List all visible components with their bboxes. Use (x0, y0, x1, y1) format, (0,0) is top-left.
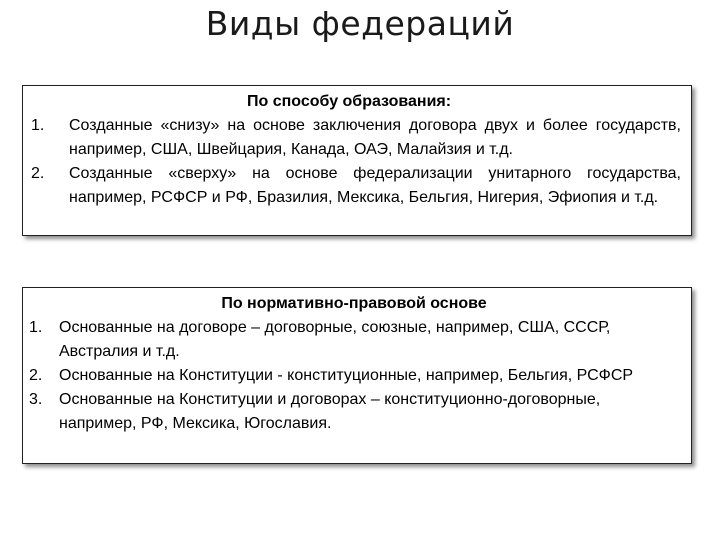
list-item (27, 114, 681, 162)
formation-method-heading: По способу образования: (247, 93, 452, 110)
slide-title: Виды федераций (205, 4, 515, 43)
list-item (27, 316, 681, 364)
list-item-text: Основанные на Конституции - конституционные, например, Бельгия, РСФСР (59, 367, 634, 384)
list-item-number: 1. (29, 319, 43, 336)
list-item-number: 1. (31, 117, 45, 134)
list-item-text: Созданные «снизу» на основе заключения договора двух и более государств, например, США, Швейцария, Канада, ОАЭ, Малайзия и т.д. (69, 117, 681, 158)
list-item-number: 3. (29, 391, 43, 408)
list-item (27, 388, 681, 436)
formation-method-box (22, 85, 692, 236)
list-item (27, 364, 681, 388)
legal-basis-box (22, 287, 692, 464)
list-item-number: 2. (31, 165, 45, 182)
legal-basis-heading: По нормативно-правовой основе (221, 295, 487, 312)
list-item-text: Основанные на договоре – договорные, союзные, например, США, СССР, Австралия и т.д. (59, 319, 611, 360)
list-item-number: 2. (29, 367, 43, 384)
list-item (27, 162, 681, 210)
list-item-text: Основанные на Конституции и договорах – конституционно-договорные, например, РФ, Мексика, Югославия. (59, 391, 601, 432)
list-item-text: Созданные «сверху» на основе федерализации унитарного государства, например, РСФСР и РФ, Бразилия, Мексика, Бельгия, Нигерия, Эфиопия и т.д. (69, 165, 681, 206)
